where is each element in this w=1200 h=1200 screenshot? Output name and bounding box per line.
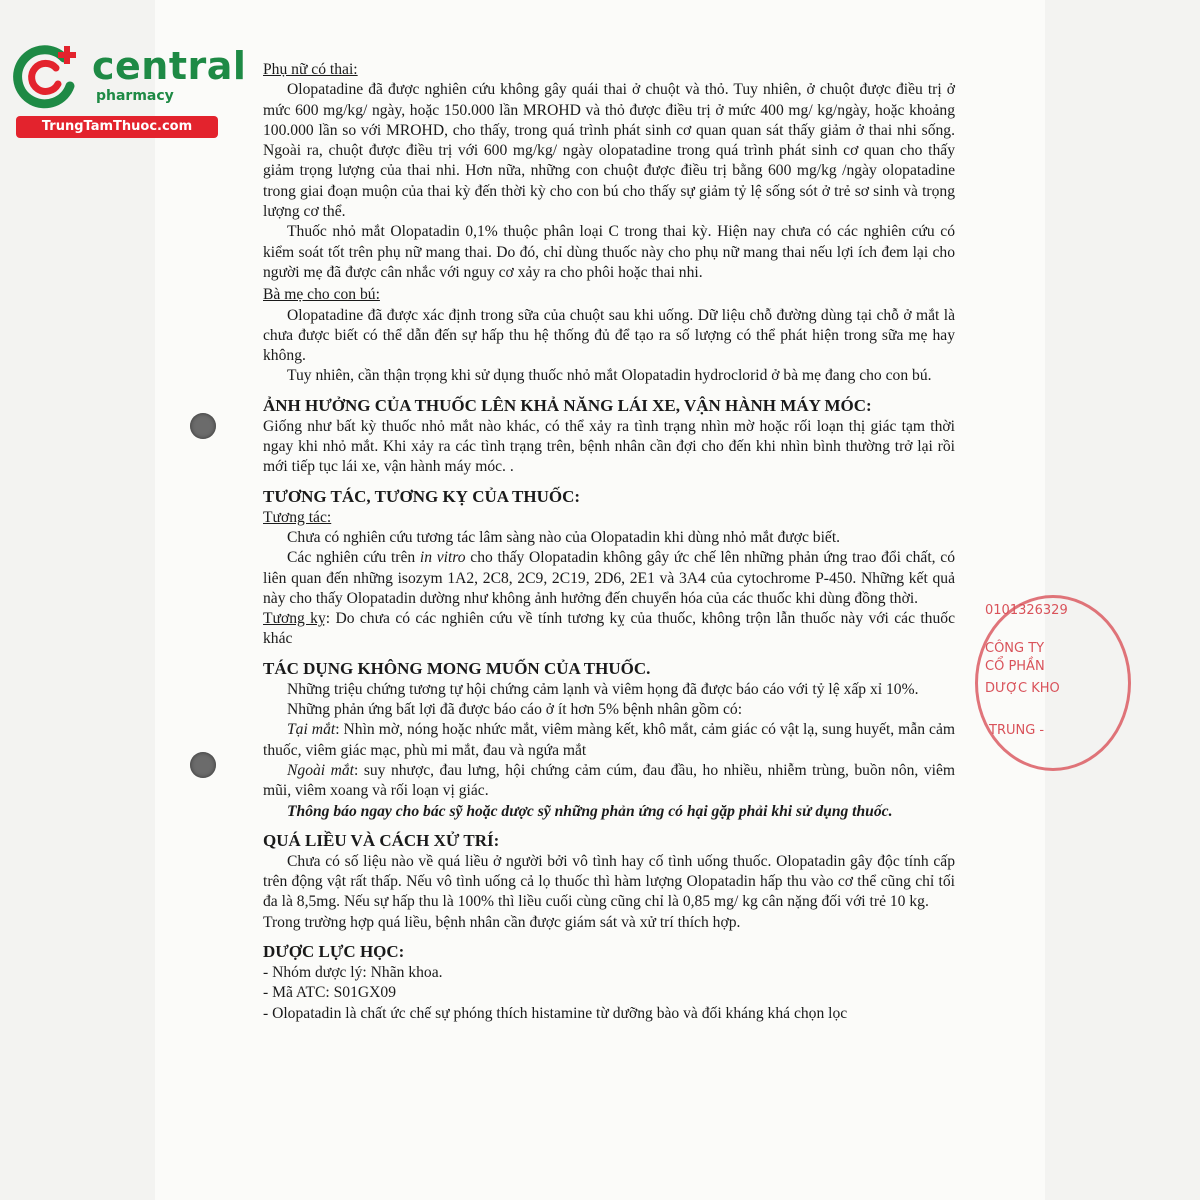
label-italic: Ngoài mắt [287, 761, 354, 779]
subheading-pregnancy: Phụ nữ có thai: [263, 61, 358, 78]
stamp-text: CÔNG TY [985, 641, 1045, 656]
paragraph: Olopatadine đã được xác định trong sữa của chuột sau khi uống. Dữ liệu chỗ đường dùng tại chỗ ở mắt là chưa được biết có thể dẫn đến sự hấp thu hệ thống đủ để tạo ra số lượng có thể phát hiện trong sữa mẹ hay không. [263, 306, 955, 365]
logo-website[interactable]: TrungTamThuoc.com [16, 116, 218, 138]
logo-subtitle: pharmacy [96, 88, 174, 104]
stamp-text: 0101326329 [985, 603, 1068, 618]
paragraph [263, 761, 955, 802]
text-run-italic: in vitro [419, 549, 466, 567]
paragraph: Chưa có số liệu nào về quá liều ở người bởi vô tình hay cố tình uống thuốc. Olopatadin gây độc tính cấp trên động vật rất thấp. Nếu vô tình uống cả lọ thuốc thì hàm lượng Olopatadin hấp thu vào cơ thể cũng chỉ tối đa là 8,5mg. Nếu sự hấp thu là 100% thì liều cuối cùng cũng chỉ là 0,85 mg/ kg cân nặng đối với trẻ 10 kg. [263, 852, 955, 911]
central-pharmacy-logo[interactable] [8, 36, 247, 136]
heading-overdose: QUÁ LIỀU VÀ CÁCH XỬ TRÍ: [263, 830, 500, 850]
text-run: cho thấy Olopatadin không gây ức chế lên những phản ứng trao đổi chất, có liên quan đến những isozym 1A2, 2C8, 2C9, 2C19, 2D6, 2E1 và 3A4 của cytochrome P-450. Những kết quả này cho thấy Olopatadin dường như không ảnh hưởng đến chuyển hóa của các thuốc khi dùng đồng thời. [263, 549, 955, 607]
heading-adverse-effects: TÁC DỤNG KHÔNG MONG MUỐN CỦA THUỐC. [263, 658, 651, 678]
subheading-incompatibility: Tương kỵ [263, 610, 326, 628]
text-run: Các nghiên cứu trên [287, 549, 420, 567]
stamp-text: CỔ PHẦN [985, 659, 1045, 674]
paragraph: Chưa có nghiên cứu tương tác lâm sàng nào của Olopatadin khi dùng nhỏ mắt được biết. [287, 528, 841, 546]
paragraph: Trong trường hợp quá liều, bệnh nhân cần được giám sát và xử trí thích hợp. [263, 913, 741, 931]
list-item: - Nhóm dược lý: Nhãn khoa. [263, 963, 443, 981]
stamp-text: TRUNG - [989, 723, 1045, 738]
list-item: - Mã ATC: S01GX09 [263, 984, 396, 1002]
paragraph [263, 548, 955, 609]
logo-brand-name: central [92, 44, 247, 88]
paragraph: Olopatadine đã được nghiên cứu không gây quái thai ở chuột và thỏ. Tuy nhiên, ở chuột được điều trị ở mức 600 mg/kg/ ngày, hoặc 150.000 lần MROHD và thỏ được điều trị ở mức 400 mg/ kg/ngày, hoặc khoảng 100.000 lần so với MROHD, cho thấy, trong quá trình phát sinh cơ quan quan sát thấy giảm ở thai nhi sống. Ngoài ra, chuột được điều trị với 600 mg/kg/ ngày olopatadine trong quá trình phát sinh cơ quan cho thấy giảm trọng lượng của thai nhi. Hơn nữa, những con chuột được điều trị bằng 600 mg/kg /ngày olopatadine trong giai đoạn muộn của thai kỳ đến thời kỳ cho con bú cho thấy sự giảm tỷ lệ sống sót ở trẻ sơ sinh và trọng lượng cơ thể. [263, 81, 955, 221]
paragraph: Tuy nhiên, cần thận trọng khi sử dụng thuốc nhỏ mắt Olopatadin hydroclorid ở bà mẹ đang cho con bú. [287, 367, 932, 385]
paragraph [263, 609, 955, 650]
text-run: : Do chưa có các nghiên cứu về tính tương kỵ của thuốc, không trộn lẫn thuốc này với các thuốc khác [263, 610, 955, 648]
document-body [263, 60, 955, 1024]
subheading-interaction: Tương tác: [263, 508, 332, 526]
heading-driving: ẢNH HƯỞNG CỦA THUỐC LÊN KHẢ NĂNG LÁI XE, VẬN HÀNH MÁY MÓC: [263, 395, 872, 415]
heading-pharmacodynamics: DƯỢC LỰC HỌC: [263, 941, 405, 961]
text-run: : suy nhược, đau lưng, hội chứng cảm cúm, đau đầu, ho nhiều, nhiễm trùng, buồn nôn, viêm mũi, viêm xoang và rối loạn vị giác. [263, 761, 955, 800]
notice-paragraph: Thông báo ngay cho bác sỹ hoặc dược sỹ những phản ứng có hại gặp phải khi sử dụng thuốc. [287, 802, 893, 820]
stamp-text: DƯỢC KHO [985, 681, 1060, 696]
paragraph: Giống như bất kỳ thuốc nhỏ mắt nào khác, có thể xảy ra tình trạng nhìn mờ hoặc rối loạn thị giác tạm thời ngay khi nhỏ mắt. Khi xảy ra các tình trạng trên, bệnh nhân cần đợi cho đến khi nhìn bình thường trở lại rồi mới tiếp tục lái xe, vận hành máy móc. . [263, 417, 955, 476]
text-run: : Nhìn mờ, nóng hoặc nhức mắt, viêm màng kết, khô mắt, cảm giác có vật lạ, sung huyết, mẫn cảm thuốc, viêm giác mạc, phù mi mắt, đau và ngứa mắt [263, 721, 956, 759]
punch-hole [190, 413, 216, 439]
heading-interactions: TƯƠNG TÁC, TƯƠNG KỴ CỦA THUỐC: [263, 486, 581, 506]
paragraph: Thuốc nhỏ mắt Olopatadin 0,1% thuộc phân loại C trong thai kỳ. Hiện nay chưa có các nghiên cứu có kiểm soát tốt trên phụ nữ mang thai. Do đó, chỉ dùng thuốc này cho phụ nữ mang thai nếu lợi ích đem lại cho người mẹ đã được cân nhắc với nguy cơ xảy ra cho phôi hoặc thai nhi. [263, 223, 955, 281]
paragraph: Những triệu chứng tương tự hội chứng cảm lạnh và viêm họng đã được báo cáo với tỷ lệ xấp xỉ 10%. [287, 680, 919, 698]
company-seal-stamp [975, 595, 1115, 765]
pharmacy-logo-icon [12, 40, 82, 110]
punch-hole [190, 752, 216, 778]
list-item: - Olopatadin là chất ức chế sự phóng thích histamine từ dưỡng bào và đối kháng khá chọn lọc [263, 1004, 848, 1022]
label-italic: Tại mắt [287, 721, 336, 739]
paragraph: Những phản ứng bất lợi đã được báo cáo ở ít hơn 5% bệnh nhân gồm có: [287, 701, 743, 719]
paragraph [263, 720, 955, 761]
subheading-breastfeeding: Bà mẹ cho con bú: [263, 286, 380, 304]
